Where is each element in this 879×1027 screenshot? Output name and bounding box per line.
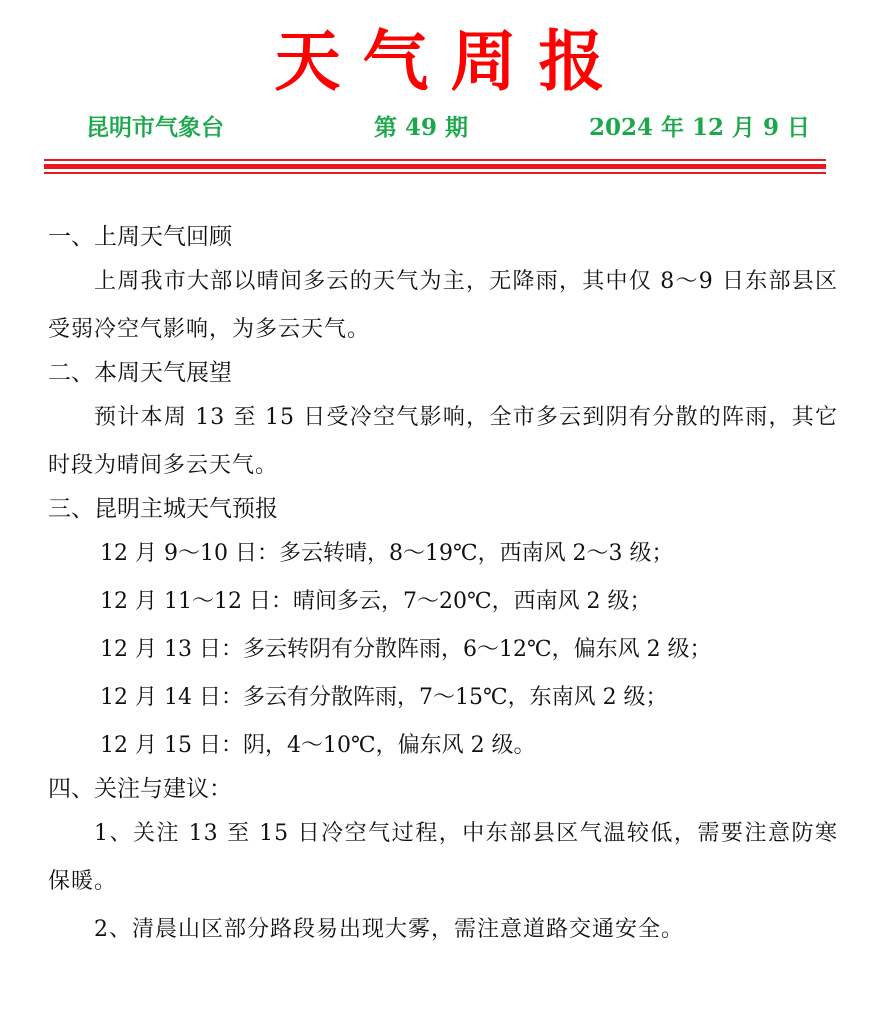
forecast-line: 12 月 14 日：多云有分散阵雨，7～15℃，东南风 2 级； xyxy=(100,685,668,710)
forecast-line: 12 月 9～10 日：多云转晴，8～19℃，西南风 2～3 级； xyxy=(100,541,674,566)
advice-item: 1、关注 13 至 15 日冷空气过程，中东部县区气温较低，需要注意防寒保暖。 xyxy=(48,821,838,894)
header-divider-thin-bottom xyxy=(44,172,826,174)
bulletin-title: 天气周报 xyxy=(274,23,627,100)
forecast-line: 12 月 11～12 日：晴间多云，7～20℃，西南风 2 级； xyxy=(100,589,652,614)
outlook-paragraph: 预计本周 13 至 15 日受冷空气影响，全市多云到阴有分散的阵雨，其它时段为晴间多云天气。 xyxy=(48,405,838,478)
bulletin-meta-row xyxy=(0,110,879,146)
review-paragraph: 上周我市大部以晴间多云的天气为主，无降雨，其中仅 8～9 日东部县区受弱冷空气影响，为多云天气。 xyxy=(48,269,838,342)
section-heading-city-forecast: 三、昆明主城天气预报 xyxy=(48,496,278,522)
header-divider-thick xyxy=(44,164,826,169)
issuing-organization: 昆明市气象台 xyxy=(86,114,224,141)
advice-item: 2、清晨山区部分路段易出现大雾，需注意道路交通安全。 xyxy=(94,917,684,942)
section-heading-review: 一、上周天气回顾 xyxy=(48,224,232,250)
header-divider-thin-top xyxy=(44,159,826,161)
forecast-line: 12 月 15 日：阴，4～10℃，偏东风 2 级。 xyxy=(100,733,536,758)
issue-number: 第 49 期 xyxy=(374,114,469,141)
issue-date: 2024 年 12 月 9 日 xyxy=(589,114,811,141)
section-heading-advice: 四、关注与建议： xyxy=(48,776,232,802)
forecast-line: 12 月 13 日：多云转阴有分散阵雨，6～12℃，偏东风 2 级； xyxy=(100,637,712,662)
bulletin-body xyxy=(48,218,838,954)
section-heading-outlook: 二、本周天气展望 xyxy=(48,360,232,386)
